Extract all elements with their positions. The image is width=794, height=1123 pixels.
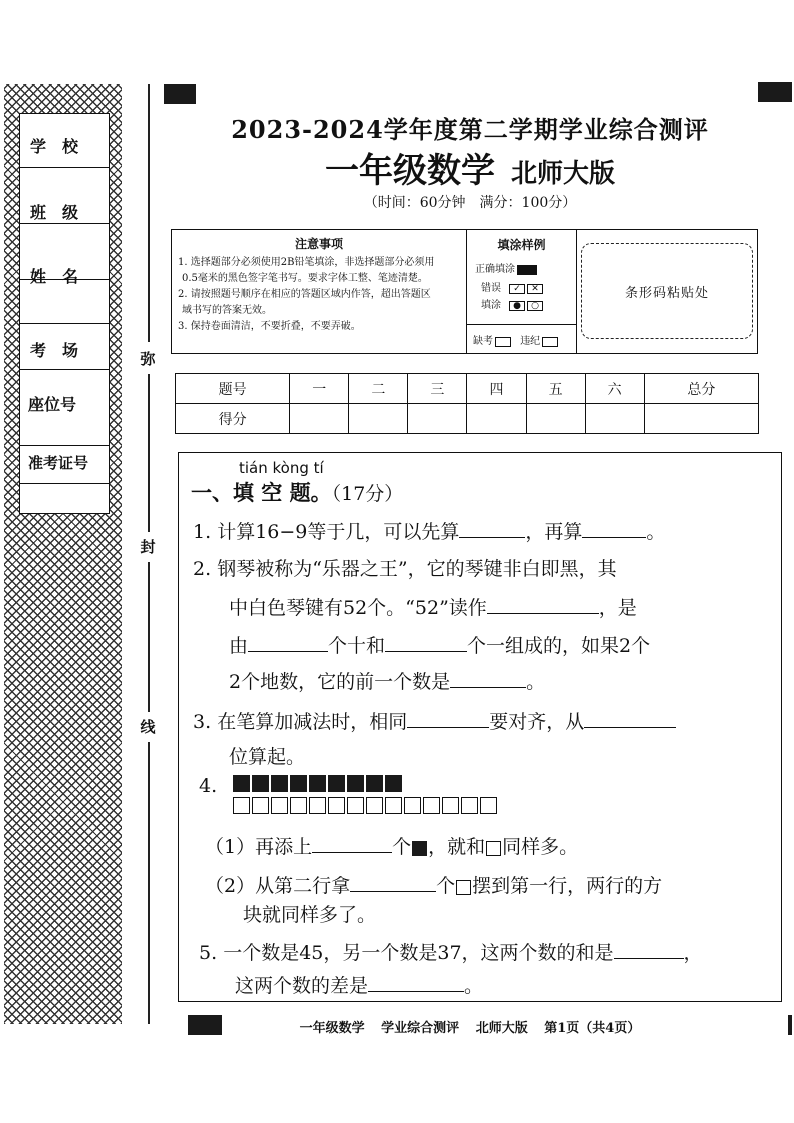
violation-label: 违纪 [520, 336, 541, 347]
fill-sample-correct [475, 260, 537, 275]
absent-checkbox[interactable] [495, 337, 511, 347]
barcode-area: 条形码粘贴处 [581, 243, 753, 339]
fill-sample-fill [481, 296, 543, 311]
section-fill-in-blank [178, 452, 782, 1002]
question-text: ，是 [598, 597, 637, 619]
white-square-icon [456, 880, 471, 895]
question-text: 个十和 [328, 635, 386, 657]
score-header-cell: 三 [408, 374, 467, 404]
question-text: 中白色琴键有52个。“52”读作 [229, 597, 487, 619]
question-2-line-3 [229, 631, 650, 658]
footer-edition: 北师大版 [475, 1021, 528, 1036]
question-text: 这两个数的差是 [235, 975, 369, 997]
absent-label: 缺考 [473, 336, 493, 347]
black-squares-row [233, 771, 404, 793]
score-header-cell: 一 [290, 374, 349, 404]
black-square [328, 775, 345, 792]
section-points: （17分） [331, 483, 404, 505]
answer-blank[interactable] [584, 709, 676, 728]
black-square [366, 775, 383, 792]
cross-mark-icon: ✕ [527, 284, 543, 294]
question-text: 个 [436, 875, 456, 897]
subject-title [170, 143, 770, 192]
score-table-header-row [176, 374, 759, 404]
school-label: 学 校 [30, 137, 79, 156]
absent-violation-row [473, 332, 558, 347]
subject-name: 一年级数学 [324, 151, 495, 191]
exam-title: 2023-2024学年度第二学期学业综合测评 [231, 115, 709, 144]
section-heading [191, 477, 403, 507]
seal-line-bottom [148, 742, 150, 1024]
seat-row [20, 370, 109, 446]
question-5-line-1 [199, 938, 703, 965]
question-4 [199, 775, 217, 797]
seal-char-feng: 封 [140, 538, 156, 556]
white-square [347, 797, 364, 814]
question-number: 4. [199, 775, 218, 797]
question-number: 5. [199, 942, 218, 964]
score-cell[interactable] [290, 404, 349, 434]
question-text: 。 [526, 671, 546, 693]
footer-subject: 一年级数学 [299, 1021, 365, 1036]
question-text: （1）再添上 [205, 836, 313, 858]
black-square [271, 775, 288, 792]
answer-blank[interactable] [350, 873, 436, 892]
score-cell[interactable] [349, 404, 408, 434]
question-3-line-2 [229, 742, 305, 769]
notice-item: 0.5毫米的黑色签字笔书写。要求字体工整、笔迹清楚。 [182, 273, 428, 284]
score-table-score-row [176, 404, 759, 434]
question-text: ，就和 [428, 836, 486, 858]
notice-item: 域书写的答案无效。 [182, 305, 272, 316]
answer-blank[interactable] [368, 973, 464, 992]
question-text: ， [683, 942, 703, 964]
white-square [309, 797, 326, 814]
question-text: ，再算 [525, 521, 583, 543]
school-row [20, 114, 109, 168]
white-square-icon [486, 841, 501, 856]
answer-blank[interactable] [459, 519, 525, 538]
question-text: 一个数是45，另一个数是37，这两个数的和是 [223, 942, 614, 964]
registration-mark-top-left [164, 84, 196, 104]
answer-blank[interactable] [582, 519, 646, 538]
score-cell[interactable] [408, 404, 467, 434]
exam-room-row [20, 324, 109, 370]
section-heading-text: 一、填 空 题。 [191, 480, 332, 505]
admission-label: 准考证号 [28, 454, 89, 472]
absent-divider [467, 324, 577, 325]
white-square [385, 797, 402, 814]
footer-page-number: 第1页（共4页） [544, 1021, 641, 1036]
question-number: 2. [193, 558, 212, 580]
answer-blank[interactable] [312, 834, 392, 853]
score-header-cell: 五 [526, 374, 585, 404]
question-text: 块就同样多了。 [243, 904, 377, 926]
name-label: 姓 名 [30, 267, 79, 286]
question-text: 同样多。 [502, 836, 579, 858]
white-square [423, 797, 440, 814]
question-number: 1. [193, 521, 212, 543]
score-header-cell: 六 [585, 374, 644, 404]
seal-char-mi: 弥 [140, 350, 156, 368]
score-cell[interactable] [526, 404, 585, 434]
seal-line-mid1 [148, 374, 150, 532]
correct-fill-icon [517, 265, 537, 275]
section-pinyin: tián kòng tí [239, 459, 324, 477]
score-cell[interactable] [467, 404, 526, 434]
notice-item: 3. 保持卷面清洁，不要折叠，不要弄破。 [178, 321, 361, 332]
score-header-cell: 总分 [644, 374, 758, 404]
black-square [290, 775, 307, 792]
answer-blank[interactable] [487, 595, 599, 614]
black-square [233, 775, 250, 792]
black-square [347, 775, 364, 792]
seal-line-top [148, 84, 150, 342]
question-4-part-1 [205, 832, 578, 859]
class-label: 班 级 [30, 203, 79, 222]
seat-label: 座位号 [28, 395, 77, 414]
white-square [252, 797, 269, 814]
seal-line-mid2 [148, 562, 150, 712]
score-header-cell: 二 [349, 374, 408, 404]
notice-title: 注意事项 [294, 237, 343, 251]
score-row-label: 得分 [176, 404, 290, 434]
question-text: （2）从第二行拿 [205, 875, 351, 897]
question-text: 由 [229, 635, 249, 657]
white-square [442, 797, 459, 814]
violation-checkbox[interactable] [542, 337, 558, 347]
question-4-part-2 [205, 871, 662, 898]
question-2-line-1 [193, 554, 617, 581]
white-square [328, 797, 345, 814]
admission-row [20, 446, 109, 484]
white-square [480, 797, 497, 814]
question-text: 个 [392, 836, 412, 858]
seal-char-xian: 线 [140, 718, 156, 736]
white-square [271, 797, 288, 814]
exam-meta: （时间：60分钟 满分：100分） [363, 195, 577, 211]
answer-blank[interactable] [248, 633, 328, 652]
question-text: 2个地数，它的前一个数是 [229, 671, 451, 693]
student-info-box [19, 113, 110, 514]
white-square [404, 797, 421, 814]
question-text: 要对齐，从 [489, 711, 585, 733]
score-cell[interactable] [644, 404, 758, 434]
question-text: 位算起。 [229, 746, 306, 768]
edition-name: 北师大版 [510, 159, 615, 189]
score-cell[interactable] [585, 404, 644, 434]
exam-room-label: 考 场 [30, 341, 79, 360]
question-text: 。 [464, 975, 484, 997]
circle-fill-icon: ○ [527, 301, 543, 311]
notice-box [171, 229, 758, 354]
question-5-line-2 [235, 971, 483, 998]
question-text: 在笔算加减法时，相同 [217, 711, 408, 733]
answer-blank[interactable] [614, 940, 684, 959]
score-header-cell: 题号 [176, 374, 290, 404]
fill-label: 填涂 [481, 300, 501, 311]
question-2-line-2 [229, 593, 637, 620]
black-square [309, 775, 326, 792]
notice-column [172, 230, 467, 353]
check-mark-icon: ✓ [509, 284, 525, 294]
question-2-line-4 [229, 667, 545, 694]
fill-sample-title: 填涂样例 [497, 238, 546, 252]
question-text: 计算16−9等于几，可以先算 [217, 521, 460, 543]
white-square [366, 797, 383, 814]
notice-item: 2. 请按照题号顺序在相应的答题区域内作答，超出答题区 [178, 289, 431, 300]
page-footer [170, 1017, 770, 1036]
question-1 [193, 517, 665, 544]
white-square [233, 797, 250, 814]
white-squares-row [233, 793, 499, 815]
question-text: 摆到第一行，两行的方 [472, 875, 663, 897]
question-text: 。 [646, 521, 666, 543]
name-row [20, 267, 109, 324]
correct-label: 正确填涂 [475, 264, 515, 275]
dot-fill-icon: ● [509, 301, 525, 311]
footer-test: 学业综合测评 [381, 1021, 460, 1036]
answer-blank[interactable] [385, 633, 467, 652]
question-number: 3. [193, 711, 212, 733]
black-square [252, 775, 269, 792]
score-table [175, 373, 759, 434]
notice-item: 1. 选择题部分必须使用2B铅笔填涂，非选择题部分必须用 [178, 257, 435, 268]
answer-blank[interactable] [450, 669, 526, 688]
question-4-part-2-line-2 [243, 900, 376, 927]
question-text: 个一组成的，如果2个 [467, 635, 651, 657]
black-square [385, 775, 402, 792]
answer-blank[interactable] [407, 709, 489, 728]
score-header-cell: 四 [467, 374, 526, 404]
white-square [290, 797, 307, 814]
question-3-line-1 [193, 707, 676, 734]
white-square [461, 797, 478, 814]
registration-mark-top-right [758, 82, 792, 102]
fill-sample-wrong [481, 279, 543, 294]
black-square-icon [412, 841, 427, 856]
wrong-label: 错误 [481, 283, 501, 294]
registration-mark-bottom-right [788, 1015, 792, 1035]
question-text: 钢琴被称为“乐器之王”，它的琴键非白即黑，其 [217, 558, 617, 580]
